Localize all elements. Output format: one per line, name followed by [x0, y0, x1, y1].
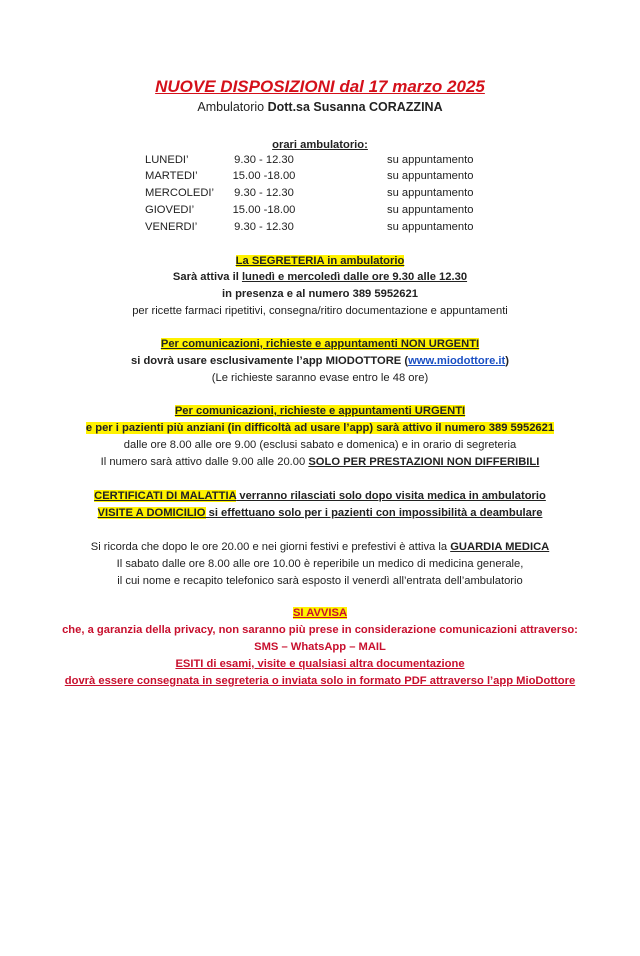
schedule-hours: 9.30 - 12.30: [234, 187, 294, 199]
schedule-hours: 9.30 - 12.30: [234, 221, 294, 233]
segreteria-hours: lunedì e mercoledì dalle ore 9.30 alle 12.30: [241, 271, 468, 283]
segreteria-services-line: per ricette farmaci ripetitivi, consegna/ritiro documentazione e appuntamenti: [132, 305, 508, 317]
home-visits-label: VISITE A DOMICILIO: [97, 507, 206, 519]
schedule-note: su appuntamento: [387, 170, 474, 182]
urgent-availability-line: [0, 455, 640, 469]
certificates-line: [0, 489, 640, 503]
saturday-doctor-line: Il sabato dalle ore 8.00 alle ore 10.00 è reperibile un medico di medicina generale,: [116, 558, 524, 570]
non-urgent-heading: Per comunicazioni, richieste e appuntamenti NON URGENTI: [160, 338, 480, 350]
non-urgent-app-line: [0, 354, 640, 368]
schedule-day: VENERDI’: [145, 221, 198, 233]
page-title: NUOVE DISPOSIZIONI dal 17 marzo 2025: [155, 77, 485, 96]
guardia-line: [0, 540, 640, 554]
urgent-availability-emphasis: SOLO PER PRESTAZIONI NON DIFFERIBILI: [308, 456, 540, 468]
subtitle-prefix: Ambulatorio: [197, 100, 268, 114]
urgent-hours-line: dalle ore 8.00 alle ore 9.00 (esclusi sabato e domenica) e in orario di segreteria: [123, 439, 517, 451]
pdf-delivery-line: dovrà essere consegnata in segreteria o inviata solo in formato PDF attraverso l’app MioDottore: [64, 675, 576, 687]
schedule-note: su appuntamento: [387, 221, 474, 233]
schedule-day: MERCOLEDI’: [145, 187, 214, 199]
segreteria-heading: La SEGRETERIA in ambulatorio: [235, 255, 405, 267]
schedule-row: [0, 185, 640, 201]
urgent-availability-text: Il numero sarà attivo dalle 9.00 alle 20.00: [100, 456, 309, 468]
urgent-phone-line: [0, 421, 640, 435]
schedule-row: [0, 219, 640, 235]
miodottore-link[interactable]: www.miodottore.it: [408, 355, 506, 367]
home-visits-line: [0, 506, 640, 520]
urgent-phone-text: e per i pazienti più anziani (in difficoltà ad usare l’app) sarà attivo il numero 389 5952621: [85, 422, 555, 434]
segreteria-heading-line: [0, 254, 640, 268]
home-visits-text: si effettuano solo per i pazienti con impossibilità a deambulare: [205, 507, 543, 519]
warning-heading: SI AVVISA: [292, 607, 348, 619]
schedule-row: [0, 152, 640, 168]
non-urgent-response-time: (Le richieste saranno evase entro le 48 ore): [211, 372, 429, 384]
non-urgent-app-suffix: ): [505, 355, 509, 367]
schedule-row: [0, 202, 640, 218]
urgent-heading-line: [0, 404, 640, 418]
schedule-day: MARTEDI’: [145, 170, 198, 182]
blocked-channels-line: SMS – WhatsApp – MAIL: [254, 641, 386, 653]
schedule-note: su appuntamento: [387, 204, 474, 216]
doctor-notice-line: il cui nome e recapito telefonico sarà esposto il venerdì all’entrata dell’ambulatorio: [117, 575, 523, 587]
schedule-hours: 15.00 -18.00: [232, 204, 296, 216]
schedule-day: LUNEDI’: [145, 154, 189, 166]
non-urgent-heading-line: [0, 337, 640, 351]
segreteria-hours-line: [0, 270, 640, 284]
non-urgent-app-text: si dovrà usare esclusivamente l’app MIODOTTORE (: [131, 355, 409, 367]
schedule-hours: 9.30 - 12.30: [234, 154, 294, 166]
guardia-medica-label: GUARDIA MEDICA: [450, 541, 550, 553]
doctor-name: Dott.sa Susanna CORAZZINA: [267, 100, 443, 114]
certificates-label: CERTIFICATI DI MALATTIA: [94, 490, 237, 502]
urgent-heading: Per comunicazioni, richieste e appuntamenti URGENTI: [174, 405, 466, 417]
schedule-hours: 15.00 -18.00: [232, 170, 296, 182]
warning-heading-line: [0, 606, 640, 620]
schedule-heading: orari ambulatorio:: [272, 139, 368, 151]
schedule-note: su appuntamento: [387, 154, 474, 166]
schedule-note: su appuntamento: [387, 187, 474, 199]
certificates-text: verranno rilasciati solo dopo visita medica in ambulatorio: [236, 490, 546, 502]
segreteria-phone-line: in presenza e al numero 389 5952621: [222, 288, 418, 300]
privacy-warning-line: che, a garanzia della privacy, non saranno più prese in considerazione comunicazioni attraverso:: [62, 624, 578, 636]
results-line: ESITI di esami, visite e qualsiasi altra documentazione: [175, 658, 465, 670]
doctor-subtitle: [0, 99, 640, 115]
segreteria-hours-prefix: Sarà attiva il: [172, 271, 242, 283]
schedule-row: [0, 168, 640, 184]
guardia-text: Si ricorda che dopo le ore 20.00 e nei giorni festivi e prefestivi è attiva la: [90, 541, 451, 553]
schedule-day: GIOVEDI’: [145, 204, 195, 216]
